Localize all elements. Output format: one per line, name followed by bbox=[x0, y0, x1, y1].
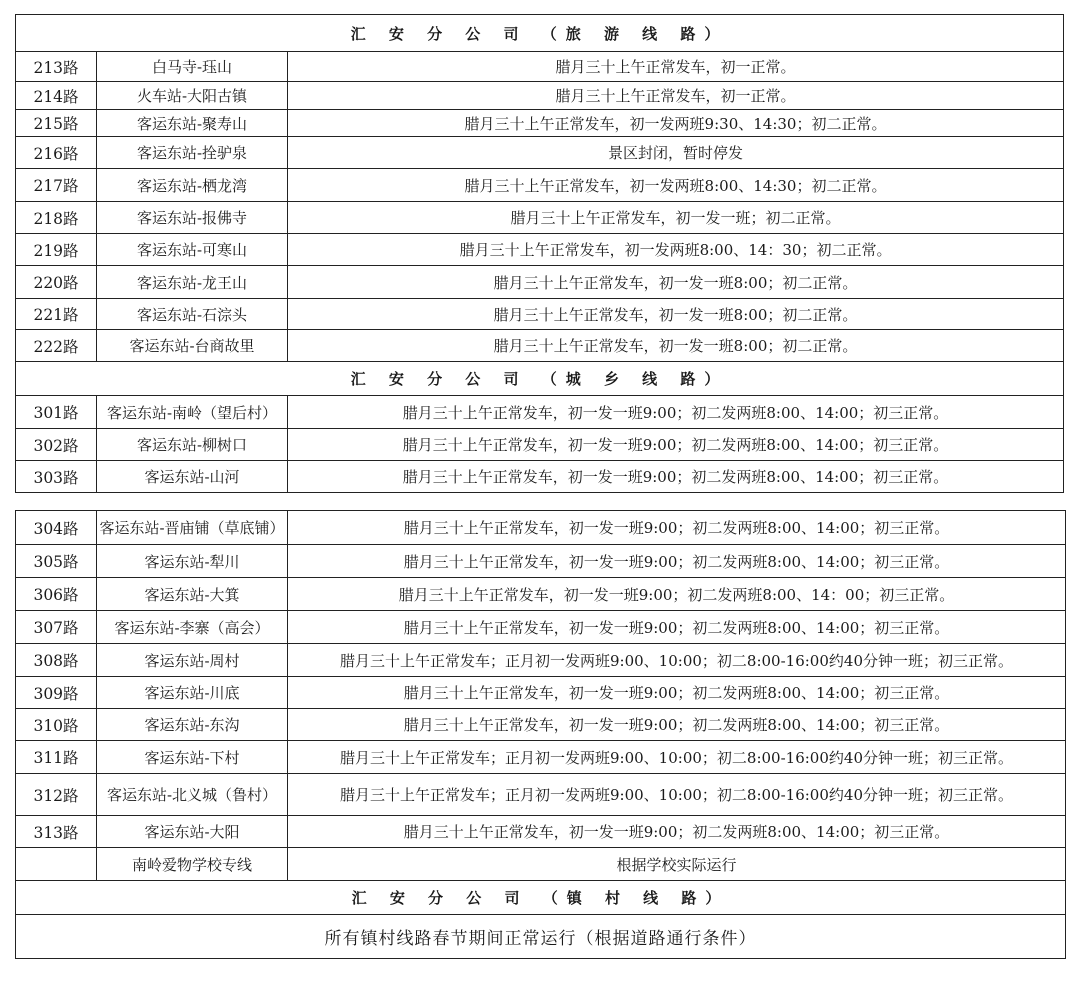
route-row bbox=[16, 611, 1066, 644]
route-row bbox=[16, 511, 1066, 545]
route-name: 客运东站-川底 bbox=[97, 677, 288, 709]
route-number: 222路 bbox=[16, 330, 97, 362]
route-row bbox=[16, 644, 1066, 677]
route-schedule: 腊月三十上午正常发车，初一发一班9:00；初二发两班8:00、14:00；初三正常。 bbox=[288, 396, 1064, 429]
route-schedule: 腊月三十上午正常发车，初一发一班；初二正常。 bbox=[288, 202, 1064, 234]
route-row bbox=[16, 169, 1064, 202]
route-row bbox=[16, 429, 1064, 461]
schedule-table-lower bbox=[15, 510, 1066, 959]
route-name: 火车站-大阳古镇 bbox=[97, 82, 288, 110]
route-name: 客运东站-周村 bbox=[97, 644, 288, 677]
route-row bbox=[16, 330, 1064, 362]
route-number: 308路 bbox=[16, 644, 97, 677]
section-title: 汇 安 分 公 司 （城 乡 线 路） bbox=[16, 362, 1064, 396]
route-row bbox=[16, 299, 1064, 330]
route-number: 305路 bbox=[16, 545, 97, 578]
route-row bbox=[16, 816, 1066, 848]
route-row bbox=[16, 741, 1066, 774]
route-name: 客运东站-柳树口 bbox=[97, 429, 288, 461]
route-schedule: 腊月三十上午正常发车，初一正常。 bbox=[288, 82, 1064, 110]
route-row bbox=[16, 461, 1064, 493]
town-village-note: 所有镇村线路春节期间正常运行（根据道路通行条件） bbox=[16, 915, 1066, 959]
route-schedule: 根据学校实际运行 bbox=[288, 848, 1066, 881]
route-name: 客运东站-大阳 bbox=[97, 816, 288, 848]
route-schedule: 腊月三十上午正常发车，初一发一班9:00；初二发两班8:00、14:00；初三正常。 bbox=[288, 677, 1066, 709]
route-number: 221路 bbox=[16, 299, 97, 330]
route-schedule: 腊月三十上午正常发车，初一发一班9:00；初二发两班8:00、14:00；初三正常。 bbox=[288, 611, 1066, 644]
route-schedule: 腊月三十上午正常发车，初一发两班8:00、14:30；初二正常。 bbox=[288, 169, 1064, 202]
route-schedule: 腊月三十上午正常发车，初一发两班8:00、14：30；初二正常。 bbox=[288, 234, 1064, 266]
route-number: 302路 bbox=[16, 429, 97, 461]
route-name: 白马寺-珏山 bbox=[97, 52, 288, 82]
route-schedule: 腊月三十上午正常发车，初一发一班9:00；初二发两班8:00、14:00；初三正常。 bbox=[288, 709, 1066, 741]
route-number: 307路 bbox=[16, 611, 97, 644]
route-name: 客运东站-东沟 bbox=[97, 709, 288, 741]
route-name: 客运东站-台商故里 bbox=[97, 330, 288, 362]
route-row bbox=[16, 709, 1066, 741]
route-name: 客运东站-石淙头 bbox=[97, 299, 288, 330]
section-header-urban-rural bbox=[16, 362, 1064, 396]
route-schedule: 腊月三十上午正常发车；正月初一发两班9:00、10:00；初二8:00-16:00约40分钟一班；初三正常。 bbox=[288, 774, 1066, 816]
route-number: 213路 bbox=[16, 52, 97, 82]
route-name: 客运东站-聚寿山 bbox=[97, 110, 288, 137]
route-name: 客运东站-龙王山 bbox=[97, 266, 288, 299]
route-schedule: 腊月三十上午正常发车，初一发一班8:00；初二正常。 bbox=[288, 299, 1064, 330]
route-number: 301路 bbox=[16, 396, 97, 429]
route-name: 客运东站-南岭（望后村） bbox=[97, 396, 288, 429]
route-schedule: 腊月三十上午正常发车；正月初一发两班9:00、10:00；初二8:00-16:00约40分钟一班；初三正常。 bbox=[288, 644, 1066, 677]
route-row bbox=[16, 266, 1064, 299]
town-village-row bbox=[16, 915, 1066, 959]
route-schedule: 腊月三十上午正常发车，初一发一班8:00；初二正常。 bbox=[288, 330, 1064, 362]
route-number: 304路 bbox=[16, 511, 97, 545]
route-number: 312路 bbox=[16, 774, 97, 816]
route-row bbox=[16, 545, 1066, 578]
schedule-table-upper bbox=[15, 14, 1064, 493]
route-number: 218路 bbox=[16, 202, 97, 234]
route-row bbox=[16, 677, 1066, 709]
route-name: 客运东站-犁川 bbox=[97, 545, 288, 578]
route-row bbox=[16, 137, 1064, 169]
section-header-tourism bbox=[16, 15, 1064, 52]
route-schedule: 腊月三十上午正常发车，初一发一班9:00；初二发两班8:00、14:00；初三正常。 bbox=[288, 816, 1066, 848]
route-row bbox=[16, 110, 1064, 137]
route-name: 南岭爱物学校专线 bbox=[97, 848, 288, 881]
route-name: 客运东站-山河 bbox=[97, 461, 288, 493]
route-number: 313路 bbox=[16, 816, 97, 848]
section-title: 汇 安 分 公 司 （镇 村 线 路） bbox=[16, 881, 1066, 915]
route-schedule: 腊月三十上午正常发车，初一发一班9:00；初二发两班8:00、14:00；初三正常。 bbox=[288, 511, 1066, 545]
route-name: 客运东站-大箕 bbox=[97, 578, 288, 611]
route-schedule: 腊月三十上午正常发车，初一发一班8:00；初二正常。 bbox=[288, 266, 1064, 299]
route-number: 215路 bbox=[16, 110, 97, 137]
route-name: 客运东站-下村 bbox=[97, 741, 288, 774]
route-number: 217路 bbox=[16, 169, 97, 202]
section-header-town-village bbox=[16, 881, 1066, 915]
route-number: 309路 bbox=[16, 677, 97, 709]
route-schedule: 腊月三十上午正常发车，初一发两班9:30、14:30；初二正常。 bbox=[288, 110, 1064, 137]
route-schedule: 景区封闭，暂时停发 bbox=[288, 137, 1064, 169]
route-name: 客运东站-拴驴泉 bbox=[97, 137, 288, 169]
route-schedule: 腊月三十上午正常发车，初一发一班9:00；初二发两班8:00、14：00；初三正常。 bbox=[288, 578, 1066, 611]
route-row bbox=[16, 52, 1064, 82]
route-row bbox=[16, 774, 1066, 816]
route-name: 客运东站-可寒山 bbox=[97, 234, 288, 266]
route-row bbox=[16, 202, 1064, 234]
route-number bbox=[16, 848, 97, 881]
route-name: 客运东站-栖龙湾 bbox=[97, 169, 288, 202]
route-row bbox=[16, 396, 1064, 429]
route-row bbox=[16, 578, 1066, 611]
route-name: 客运东站-李寨（高会） bbox=[97, 611, 288, 644]
route-schedule: 腊月三十上午正常发车；正月初一发两班9:00、10:00；初二8:00-16:00约40分钟一班；初三正常。 bbox=[288, 741, 1066, 774]
route-schedule: 腊月三十上午正常发车，初一发一班9:00；初二发两班8:00、14:00；初三正常。 bbox=[288, 545, 1066, 578]
route-row bbox=[16, 82, 1064, 110]
route-number: 219路 bbox=[16, 234, 97, 266]
route-number: 311路 bbox=[16, 741, 97, 774]
route-number: 214路 bbox=[16, 82, 97, 110]
route-number: 306路 bbox=[16, 578, 97, 611]
route-number: 220路 bbox=[16, 266, 97, 299]
route-schedule: 腊月三十上午正常发车，初一正常。 bbox=[288, 52, 1064, 82]
route-number: 310路 bbox=[16, 709, 97, 741]
section-title: 汇 安 分 公 司 （旅 游 线 路） bbox=[16, 15, 1064, 52]
route-row bbox=[16, 234, 1064, 266]
route-number: 303路 bbox=[16, 461, 97, 493]
route-number: 216路 bbox=[16, 137, 97, 169]
route-name: 客运东站-北义城（鲁村） bbox=[97, 774, 288, 816]
route-row bbox=[16, 848, 1066, 881]
route-name: 客运东站-报佛寺 bbox=[97, 202, 288, 234]
route-name: 客运东站-晋庙铺（草底铺） bbox=[97, 511, 288, 545]
route-schedule: 腊月三十上午正常发车，初一发一班9:00；初二发两班8:00、14:00；初三正常。 bbox=[288, 461, 1064, 493]
route-schedule: 腊月三十上午正常发车，初一发一班9:00；初二发两班8:00、14:00；初三正常。 bbox=[288, 429, 1064, 461]
